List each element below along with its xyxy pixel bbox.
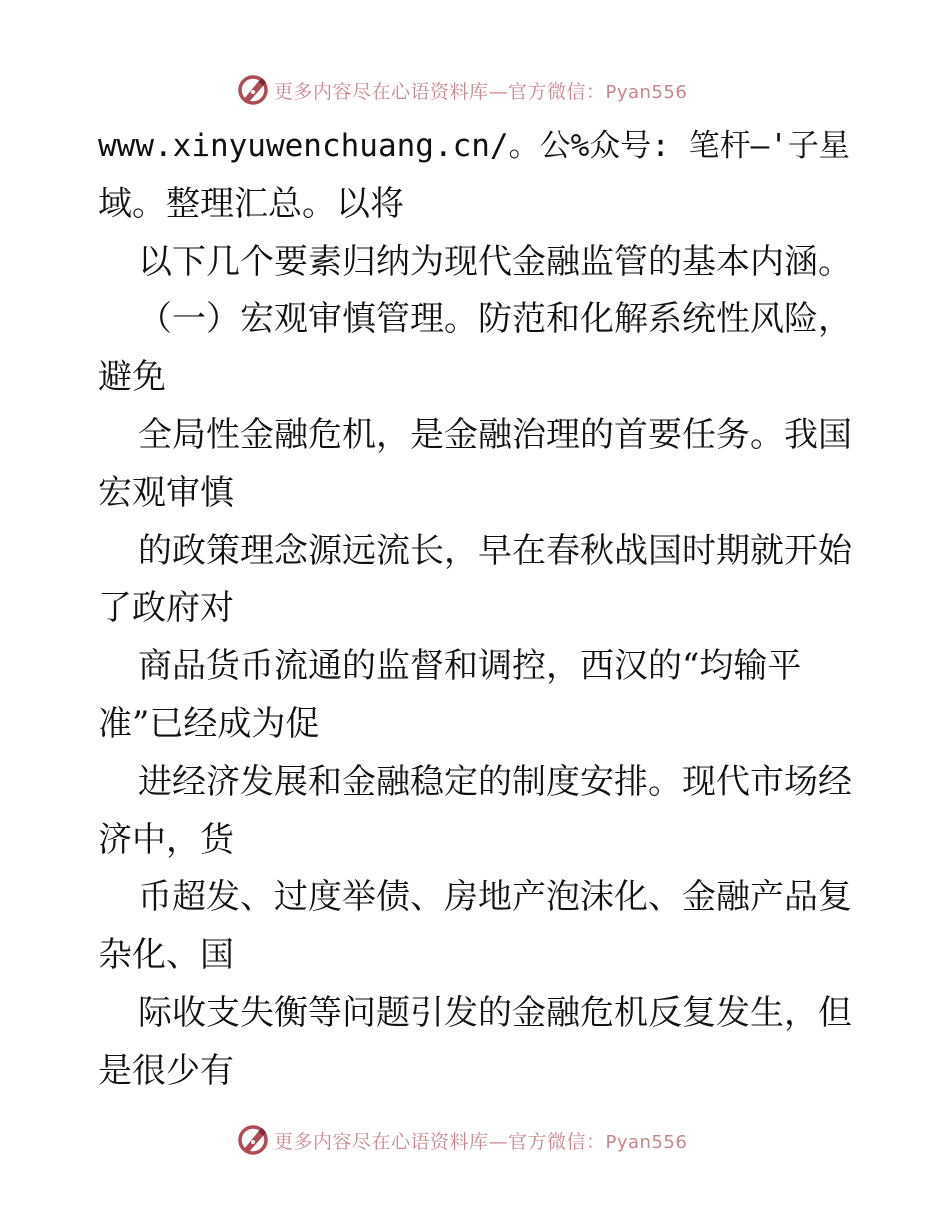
footer-banner-id: Pyan556 xyxy=(605,1131,688,1153)
text-line: www.xinyuwenchuang.cn/。公%众号: 笔杆—'子星 xyxy=(98,128,850,164)
text-line: 杂化、国 xyxy=(98,935,234,976)
text-line: 准”已经成为促 xyxy=(98,703,320,744)
footer-banner-text xyxy=(274,1127,687,1154)
text-line: 了政府对 xyxy=(98,588,234,629)
header-watermark-banner xyxy=(236,72,687,108)
text-line: 商品货币流通的监督和调控，西汉的“均输平 xyxy=(138,646,802,687)
body-text xyxy=(98,118,858,1101)
header-banner-main: 更多内容尽在心语资料库—官方微信： xyxy=(274,80,606,103)
footer-watermark-banner xyxy=(236,1122,687,1158)
pen-nib-logo-icon xyxy=(236,1123,270,1157)
text-line: 际收支失衡等问题引发的金融危机反复发生，但 xyxy=(138,992,852,1033)
footer-banner-main: 更多内容尽在心语资料库—官方微信： xyxy=(274,1130,606,1153)
text-line: 以下几个要素归纳为现代金融监管的基本内涵。 xyxy=(138,241,852,282)
text-line: 币超发、过度举债、房地产泡沫化、金融产品复 xyxy=(138,877,852,918)
text-line: 避免 xyxy=(98,357,166,398)
text-line: 进经济发展和金融稳定的制度安排。现代市场经 xyxy=(138,761,852,802)
text-line: 济中，货 xyxy=(98,819,234,860)
text-line: 域。整理汇总。以将 xyxy=(98,183,404,224)
text-line: 全局性金融危机，是金融治理的首要任务。我国 xyxy=(138,414,852,455)
header-banner-text xyxy=(274,77,687,104)
text-line: （一）宏观审慎管理。防范和化解系统性风险， xyxy=(138,299,852,340)
pen-nib-logo-icon xyxy=(236,73,270,107)
header-banner-id: Pyan556 xyxy=(605,81,688,103)
text-line: 的政策理念源远流长，早在春秋战国时期就开始 xyxy=(138,530,852,571)
text-line: 宏观审慎 xyxy=(98,472,234,513)
text-line: 是很少有 xyxy=(98,1050,234,1091)
